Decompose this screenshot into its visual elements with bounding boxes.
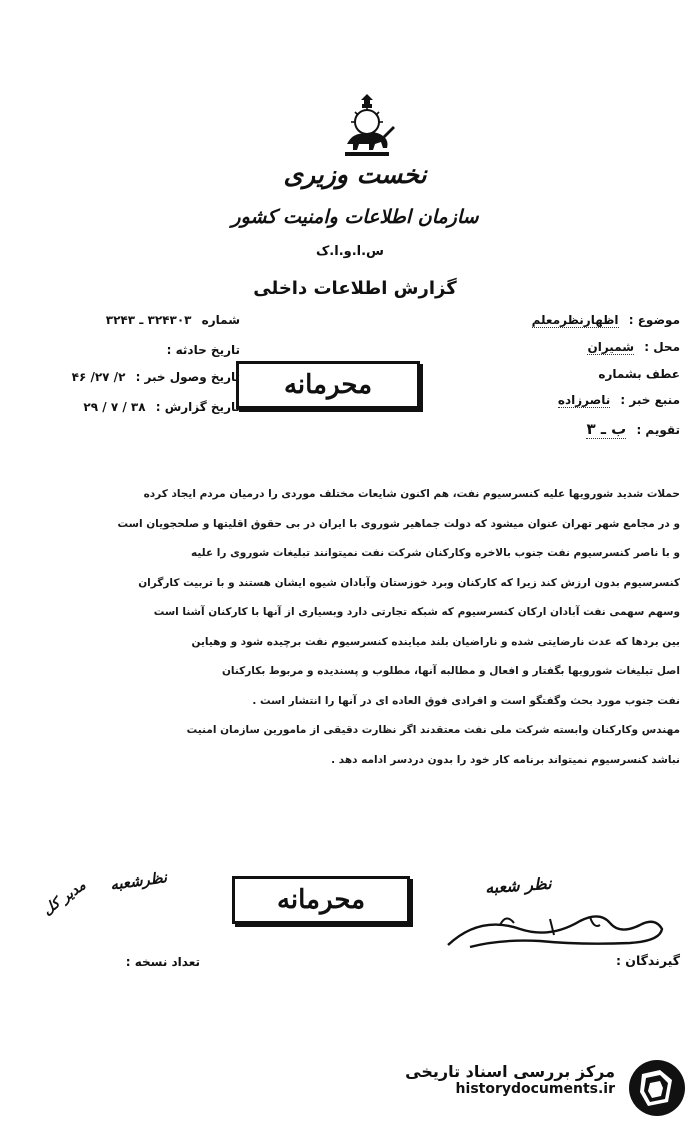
report-date-label: تاریخ گزارش : (155, 400, 240, 414)
subject-row (470, 313, 680, 328)
incident-date-row (40, 343, 240, 357)
signature-left-line1: نظرشعبه (109, 868, 169, 894)
report-date-value: ۳۸ / ۷ / ۲۹ (83, 400, 146, 414)
signature-left-line2: مدیر کل (39, 877, 89, 919)
subject-label: موضوع : (628, 313, 680, 327)
place-label: محل : (644, 340, 680, 354)
source-value: ناصرزاده (557, 393, 611, 407)
body-line: حملات شدید شورویها علیه کنسرسیوم نفت، هم اکنون شایعات مختلف موردی را درمیان مردم ایجاد کرده (143, 488, 680, 500)
received-date-row (15, 370, 240, 384)
incident-date-label: تاریخ حادثه : (166, 343, 240, 357)
body-line: بین بردها که عدت نارضایتی شده و ناراضیان بلند میاینده کنسرسیوم نفت برچیده شود و وهیاین (191, 635, 680, 648)
organization-abbreviation: س.ا.و.ا.ک (316, 244, 384, 259)
reference-label: عطف بشماره (598, 367, 680, 381)
body-line: مهندس وکارکنان وابسته شرکت ملی نفت معتقدند اگر نظارت دقیقی از مامورین سازمان امنیت (186, 724, 680, 736)
ministry-title: نخست وزیری (283, 160, 427, 189)
place-row (470, 340, 680, 355)
lion-and-sun-emblem-icon (335, 92, 399, 162)
evaluation-label: تقویم : (636, 423, 680, 437)
archive-logo-icon (626, 1058, 688, 1118)
source-row (470, 393, 680, 408)
subject-value: اظهارنظرمعلم (531, 313, 619, 327)
body-line: کنسرسیوم بدون ارزش کند زیرا که کارکنان وبرد خوزستان وآبادان شیوه ایشان هستند و با تربیت کارگران (138, 576, 680, 589)
received-date-label: تاریخ وصول خبر : (135, 370, 240, 384)
recipients-label: گیرندگان : (615, 953, 680, 968)
report-body (40, 480, 680, 775)
body-line: و با ناصر کنسرسیوم نفت جنوب بالاخره وکارکنان شرکت نفت نمیتوانند تبلیغات شوروی را علیه (191, 547, 680, 559)
evaluation-row (470, 420, 680, 439)
confidential-stamp-top: محرمانه (236, 361, 420, 409)
number-label: شماره (201, 313, 240, 327)
organization-title: سازمان اطلاعات وامنیت کشور (231, 206, 479, 228)
body-line: نباشد کنسرسیوم نمیتواند برنامه کار خود را بدون دردسر ادامه دهد . (331, 753, 680, 766)
body-line: و در مجامع شهر تهران عنوان میشود که دولت جماهیر شوروی با ایران در بی حقوق اقلیتها و صلحجویان است (117, 517, 680, 530)
archive-name: مرکز بررسی اسناد تاریخی (405, 1062, 615, 1081)
handwritten-signature-icon (440, 895, 670, 955)
number-value: ۳۲۴۳۰۳ ـ ۳۲۴۳ (105, 313, 192, 327)
place-value: شمیران (587, 340, 635, 354)
received-date-value: ۲/ ۲۷/ ۴۶ (71, 370, 126, 384)
report-title: گزارش اطلاعات داخلی (253, 278, 457, 299)
body-line: اصل تبلیغات شورویها بگفتار و افعال و مطالبه آنها، مطلوب و پسندیده و مربوط بکارکنان (221, 665, 680, 677)
evaluation-value: ب ـ ۳ (586, 420, 627, 438)
number-row (40, 313, 240, 327)
archive-watermark (405, 1062, 615, 1097)
source-label: منبع خبر : (620, 393, 680, 407)
archive-url: historydocuments.ir (455, 1081, 615, 1097)
confidential-stamp-bottom: محرمانه (232, 876, 410, 924)
body-line: وسهم سهمی نفت آبادان ارکان کنسرسیوم که شبکه تجارتی دارد وبسیاری از آنها با کارکنان آشنا است (153, 606, 680, 618)
report-date-row (15, 400, 240, 414)
copies-label: تعداد نسخه : (125, 955, 200, 969)
signature-right-name: نظر شعبه (484, 873, 553, 898)
reference-row (470, 367, 680, 381)
body-line: نفت جنوب مورد بحث وگفتگو است و افرادی فوق العاده ای در آنها را انتشار است . (252, 694, 680, 707)
